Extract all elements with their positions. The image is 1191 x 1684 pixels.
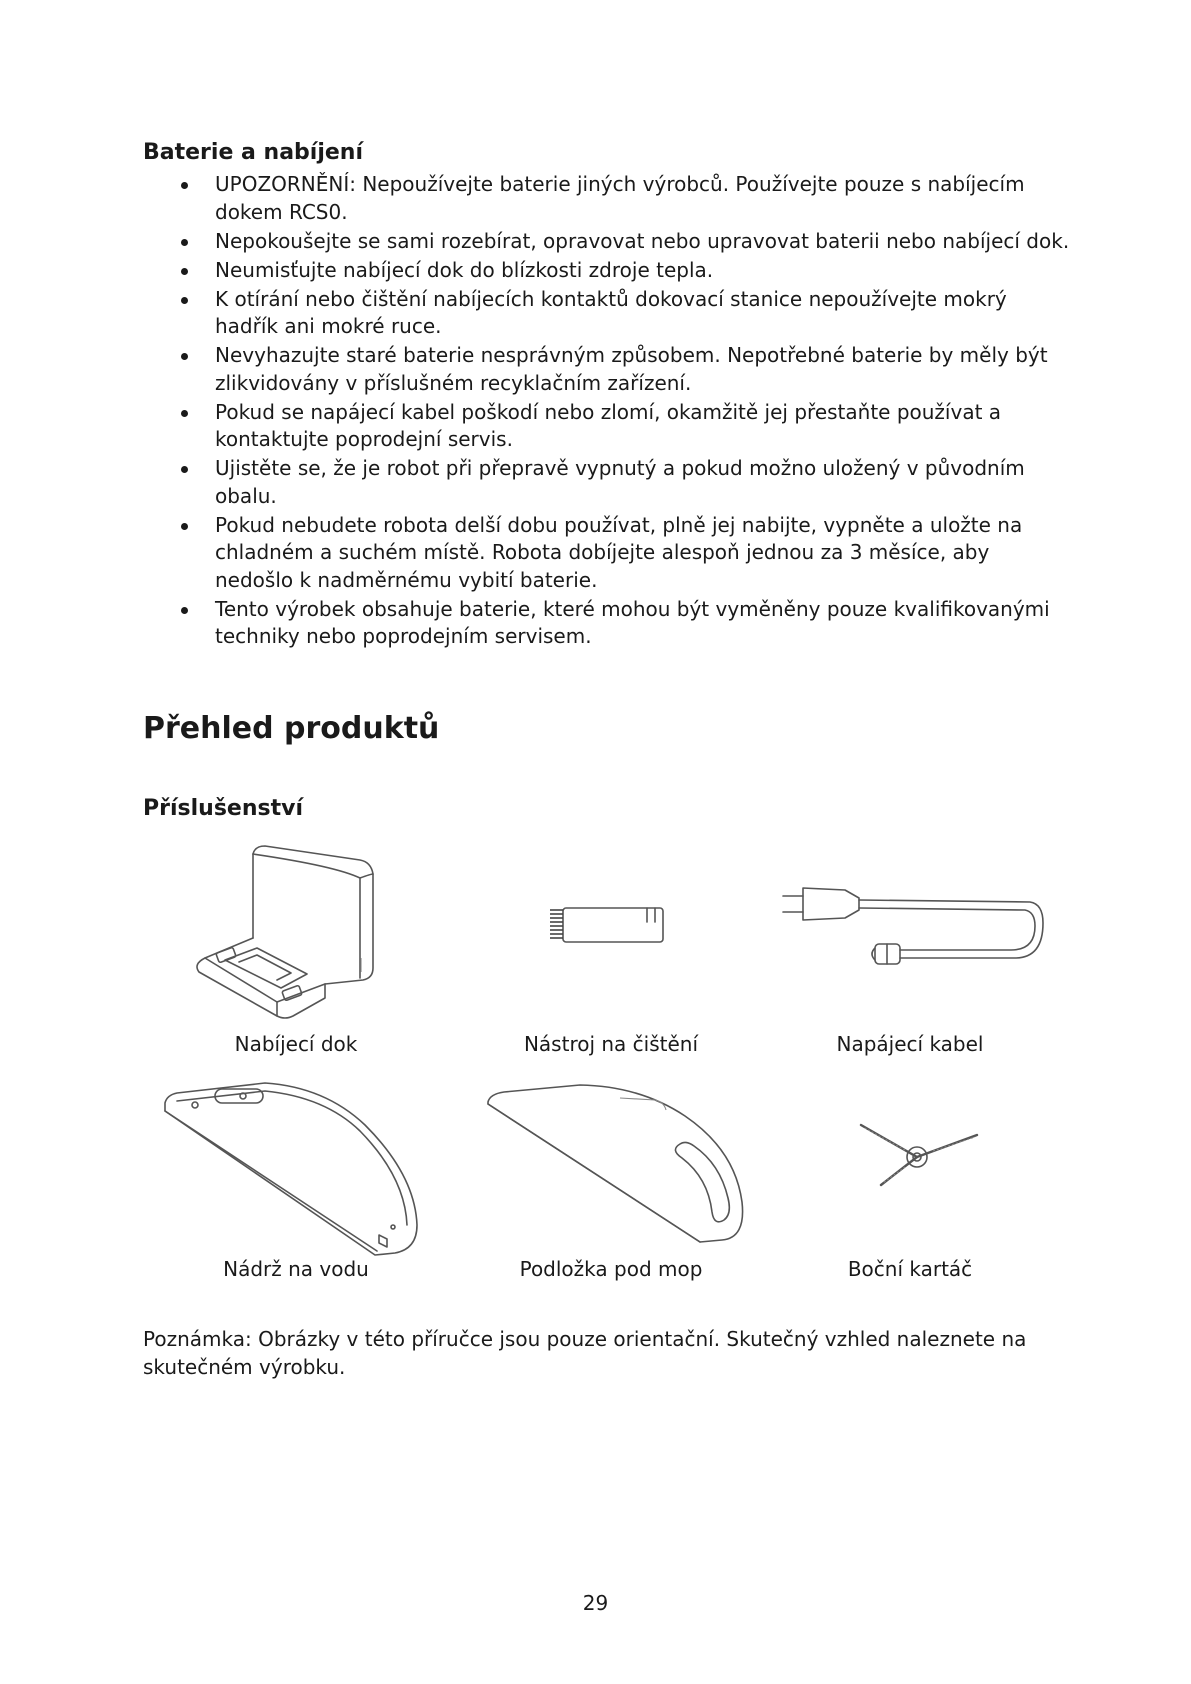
- list-item-text: K otírání nebo čištění nabíjecích kontaktů dokovací stanice nepoužívejte mokrý hadřík ani mokré ruce.: [215, 286, 1007, 338]
- battery-heading: Baterie a nabíjení: [143, 140, 363, 165]
- accessory-label-charging-dock: Nabíjecí dok: [234, 1032, 358, 1056]
- list-item: [143, 455, 1073, 510]
- note-text: Poznámka: Obrázky v této příručce jsou pouze orientační. Skutečný vzhled naleznete na skutečném výrobku.: [143, 1327, 1027, 1379]
- list-item-text: Pokud nebudete robota delší dobu používat, plně jej nabijte, vypněte a uložte na chladném a suchém místě. Robota dobíjejte alespoň jednou za 3 měsíce, aby nedošlo k nadměrnému vybití baterie.: [215, 512, 1023, 592]
- bullet-icon: [181, 523, 188, 530]
- list-item: [143, 596, 1073, 651]
- accessory-label-water-tank: Nádrž na vodu: [223, 1257, 369, 1281]
- bullet-icon: [181, 410, 188, 417]
- list-item: [143, 286, 1073, 341]
- bullet-icon: [181, 466, 188, 473]
- list-item: [143, 228, 1073, 256]
- list-item-text: Neumisťujte nabíjecí dok do blízkosti zdroje tepla.: [215, 257, 714, 282]
- list-item-text: UPOZORNĚNÍ: Nepoužívejte baterie jiných výrobců. Používejte pouze s nabíjecím dokem RCS0.: [215, 172, 1025, 224]
- page-number: 29: [582, 1591, 609, 1615]
- charging-dock-icon: [185, 838, 395, 1023]
- list-item-text: Nepokoušejte se sami rozebírat, opravovat nebo upravovat baterii nebo nabíjecí dok.: [215, 228, 1070, 253]
- bullet-icon: [181, 353, 188, 360]
- bullet-icon: [181, 182, 188, 189]
- list-item: [143, 171, 1073, 226]
- cleaning-tool-icon: [545, 900, 675, 950]
- bullet-icon: [181, 297, 188, 304]
- accessory-label-power-cable: Napájecí kabel: [836, 1032, 984, 1056]
- accessories-heading: Příslušenství: [143, 796, 303, 821]
- bullet-icon: [181, 268, 188, 275]
- side-brush-icon: [855, 1115, 985, 1195]
- mop-pad-icon: [480, 1080, 750, 1250]
- battery-warnings-list: [143, 171, 1073, 652]
- accessory-label-cleaning-tool: Nástroj na čištění: [523, 1032, 699, 1056]
- list-item: [143, 257, 1073, 285]
- bullet-icon: [181, 607, 188, 614]
- list-item: [143, 512, 1073, 595]
- list-item: [143, 342, 1073, 397]
- power-cable-icon: [775, 878, 1050, 973]
- bullet-icon: [181, 239, 188, 246]
- page-title: Přehled produktů: [143, 711, 440, 746]
- list-item-text: Tento výrobek obsahuje baterie, které mohou být vyměněny pouze kvalifikovanými techniky nebo poprodejním servisem.: [215, 596, 1050, 648]
- accessory-label-mop-pad: Podložka pod mop: [519, 1257, 703, 1281]
- list-item-text: Ujistěte se, že je robot při přepravě vypnutý a pokud možno uložený v původním obalu.: [215, 456, 1025, 508]
- accessory-label-side-brush: Boční kartáč: [847, 1257, 973, 1281]
- list-item: [143, 399, 1073, 454]
- water-tank-icon: [155, 1075, 425, 1260]
- list-item-text: Pokud se napájecí kabel poškodí nebo zlomí, okamžitě jej přestaňte používat a kontaktujte poprodejní servis.: [215, 399, 1002, 451]
- list-item-text: Nevyhazujte staré baterie nesprávným způsobem. Nepotřebné baterie by měly být zlikvidovány v příslušném recyklačním zařízení.: [215, 343, 1048, 395]
